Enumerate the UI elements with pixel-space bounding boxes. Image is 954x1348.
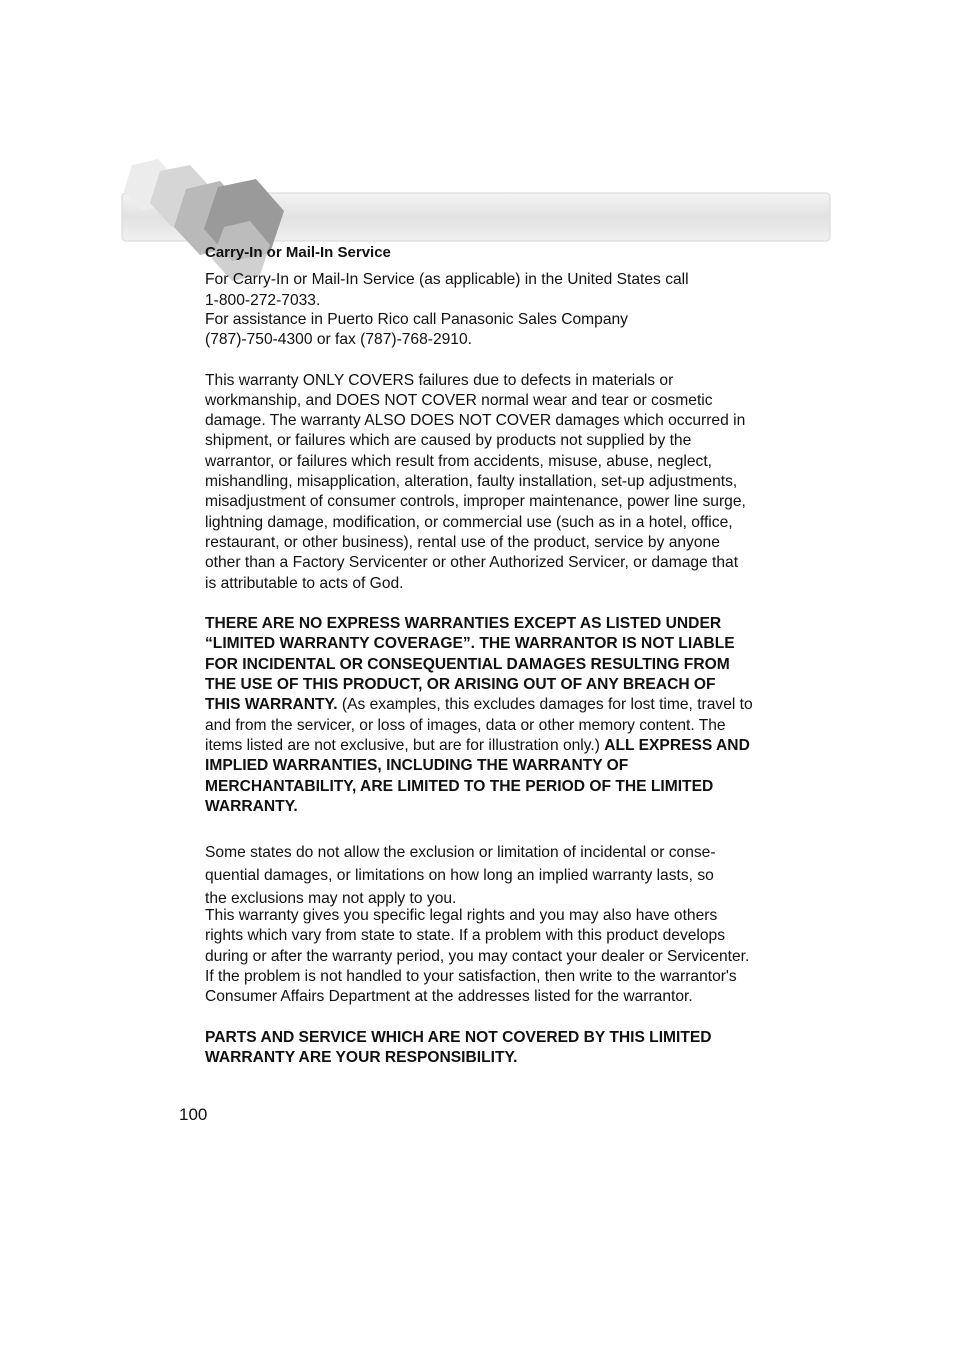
carry-in-block — [205, 269, 753, 350]
express-warranty-examples: (As examples, this excludes damages for lost time, travel to and from the servicer, or loss of images, data or other memory content. The items listed are not exclusive, but are for illustration only.) — [205, 696, 753, 754]
states-line: quential damages, or limitations on how long an implied warranty lasts, so — [205, 867, 714, 885]
phone-number-line: 1-800-272-7033. — [205, 292, 321, 310]
puerto-rico-line: For assistance in Puerto Rico call Panasonic Sales Company — [205, 311, 628, 329]
puerto-rico-phone-line: (787)-750-4300 or fax (787)-768-2910. — [205, 331, 472, 349]
parts-notice — [205, 1028, 753, 1069]
carry-in-line: For Carry-In or Mail-In Service (as applicable) in the United States call — [205, 271, 689, 289]
express-warranty-bold-1: THERE ARE NO EXPRESS WARRANTIES EXCEPT AS LISTED UNDER “LIMITED WARRANTY COVERAGE”. THE WARRANTOR IS NOT LIABLE FOR INCIDENTAL OR CONSEQUENTIAL DAMAGES RESULTING FROM THE USE OF THIS PRODUCT, OR ARISING OUT OF ANY BREACH OF THIS WARRANTY. — [205, 615, 735, 714]
spacer — [205, 1008, 753, 1028]
spacer — [205, 594, 753, 614]
express-warranty-paragraph — [205, 614, 753, 817]
spacer — [205, 350, 753, 370]
coverage-paragraph: This warranty ONLY COVERS failures due to defects in materials or workmanship, and DOES NOT COVER normal wear and tear or cosmetic damage. The warranty ALSO DOES NOT COVER damages which occurred in shipment, or failures which are caused by products not supplied by the warrantor, or failures which result from accidents, misuse, abuse, neglect, mishandling, misapplication, alteration, faulty installation, set-up adjustments, misadjustment of consumer controls, improper maintenance, power line surge, lightning damage, modification, or commercial use (such as in a hotel, office, restaurant, or other business), rental use of the product, service by anyone other than a Factory Servicenter or other Authorized Servicer, or damage that is attributable to acts of God. — [205, 371, 746, 592]
states-line: the exclusions may not apply to you. — [205, 890, 457, 908]
states-line: Some states do not allow the exclusion or limitation of incidental or conse- — [205, 844, 716, 862]
page-number: 100 — [179, 1105, 208, 1124]
spacer — [205, 817, 753, 841]
states-paragraph — [205, 841, 753, 910]
parts-notice-text: PARTS AND SERVICE WHICH ARE NOT COVERED BY THIS LIMITED WARRANTY ARE YOUR RESPONSIBILITY. — [205, 1028, 712, 1067]
express-warranty-bold-2: ALL EXPRESS AND IMPLIED WARRANTIES, INCLUDING THE WARRANTY OF MERCHANTABILITY, ARE LIMITED TO THE PERIOD OF THE LIMITED WARRANTY. — [205, 736, 750, 815]
section-heading: Carry-In or Mail-In Service — [205, 244, 391, 261]
warranty-text — [205, 243, 753, 1069]
rights-paragraph: This warranty gives you specific legal rights and you may also have others rights which vary from state to state. If a problem with this product develops during or after the warranty period, you may contact your dealer or Servicenter. If the problem is not handled to your satisfaction, then write to the warrantor's Consumer Affairs Department at the addresses listed for the warrantor. — [205, 907, 750, 1006]
